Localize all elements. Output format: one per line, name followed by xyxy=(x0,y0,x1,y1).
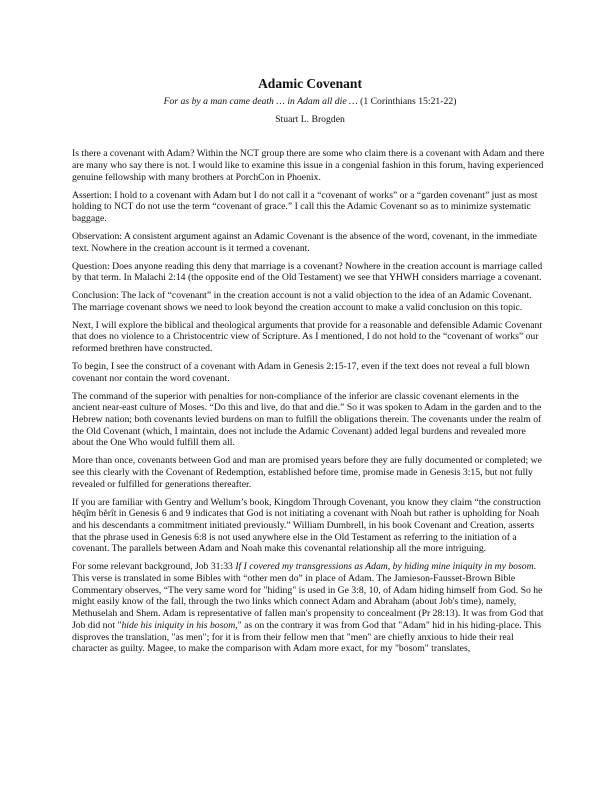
epigraph-reference: (1 Corinthians 15:21-22) xyxy=(357,96,457,107)
paragraph-to-begin: To begin, I see the construct of a covenant with Adam in Genesis 2:15-17, even if the text does not reveal a full blown covenant nor contain the word covenant. xyxy=(72,361,530,384)
job-tail: " as on the contrary it was from God that "Adam" hid in his hiding-place. This disproves the translation, "as men"; for it is from their fellow men that "men" are chiefly anxious to hide their real character as guilty. Magee, to make the comparison with Adam more exact, for my "bosom" translates, xyxy=(72,619,542,655)
paragraph-job-background xyxy=(72,561,548,655)
document-page xyxy=(72,76,548,661)
document-author: Stuart L. Brogden xyxy=(275,113,345,125)
job-commentary: . This verse is translated in some Bibles with “other men do” in place of Adam. The Jamieson-Fausset-Brown Bible Commentary observes, “The very same word for "hiding" is used in Ge 3:8, 10, of Adam hiding himself from God. So he might easily know of the fall, through the two links which connect Adam and Abraham (about Job's time), namely, Methuselah and Shem. Adam is representative of fallen man's propensity to concealment (Pr 28:13). It was from God that Job did not " xyxy=(72,561,544,631)
job-lead: For some relevant background, Job 31:33 xyxy=(72,561,236,573)
document-title: Adamic Covenant xyxy=(258,76,362,91)
paragraph-command: The command of the superior with penalties for non-compliance of the inferior are classic covenant elements in the ancient near-east culture of Moses. “Do this and live, do that and die.” So it was spoken to Adam in the garden and to the Hebrew nation; both covenants levied burdens on man to fulfill the obligations therein. The covenants under the realm of the Old Covenant (which, I maintain, does not include the Adamic Covenant) added legal burdens and revealed more about the One Who would fulfill them all. xyxy=(72,390,542,449)
paragraph-gentry-wellum: If you are familiar with Gentry and Wellum’s book, Kingdom Through Covenant, you know they claim “the construction hēqîm bĕrît in Genesis 6 and 9 indicates that God is not initiating a covenant with Noah but rather is upholding for Noah and his descendants a commitment initiated previously.” William Dumbrell, in his book Covenant and Creation, asserts that the phrase used in Genesis 6:8 is not used anywhere else in the Old Testament as referring to the initiation of a covenant. The parallels between Adam and Noah make this covenantal relationship all the more intriguing. xyxy=(72,496,541,555)
paragraph-question: Question: Does anyone reading this deny that marriage is a covenant? Nowhere in the creation account is marriage called by that term. In Malachi 2:14 (the opposite end of the Old Testament) we see that YHWH considers marriage a covenant. xyxy=(72,260,543,284)
paragraph-next: Next, I will explore the biblical and theological arguments that provide for a reasonable and defensible Adamic Covenant that does no violence to a Christocentric view of Scripture. As I mentioned, I do not hold to the “covenant of works” our reformed brethren have constructed. xyxy=(72,319,543,355)
job-quote-2: hide his iniquity in his bosom, xyxy=(121,619,238,631)
paragraph-intro: Is there a covenant with Adam? Within the NCT group there are some who claim there is a covenant with Adam and there are many who say there is not. I would like to examine this issue in a congenial fashion in this forum, having experienced genuine fellowship with many brothers at PorchCon in Phoenix. xyxy=(72,148,545,183)
paragraph-conclusion: Conclusion: The lack of “covenant” in the creation account is not a valid objection to the idea of an Adamic Covenant. The marriage covenant shows we need to look beyond the creation account to make a valid conclusion on this topic. xyxy=(72,290,532,313)
epigraph-quote: For as by a man came death … in Adam all die … xyxy=(163,96,358,107)
paragraph-assertion: Assertion: I hold to a covenant with Adam but I do not call it a “covenant of works” or a “garden covenant” just as most holding to NCT do not use the term “covenant of grace.” I call this the Adamic Covenant so as to minimize systematic baggage. xyxy=(72,189,538,225)
document-subtitle xyxy=(72,96,548,108)
paragraph-observation: Observation: A consistent argument against an Adamic Covenant is the absence of the word, covenant, in the immediate text. Nowhere in the creation account is it termed a covenant. xyxy=(72,231,537,254)
paragraph-covenants-promised: More than once, covenants between God and man are promised years before they are fully documented or completed; we see this clearly with the Covenant of Redemption, established before time, promise made in Genesis 3:15, but not fully revealed or fulfilled for generations thereafter. xyxy=(72,455,542,490)
job-quote: If I covered my transgressions as Adam, by hiding mine iniquity in my bosom xyxy=(235,561,534,573)
